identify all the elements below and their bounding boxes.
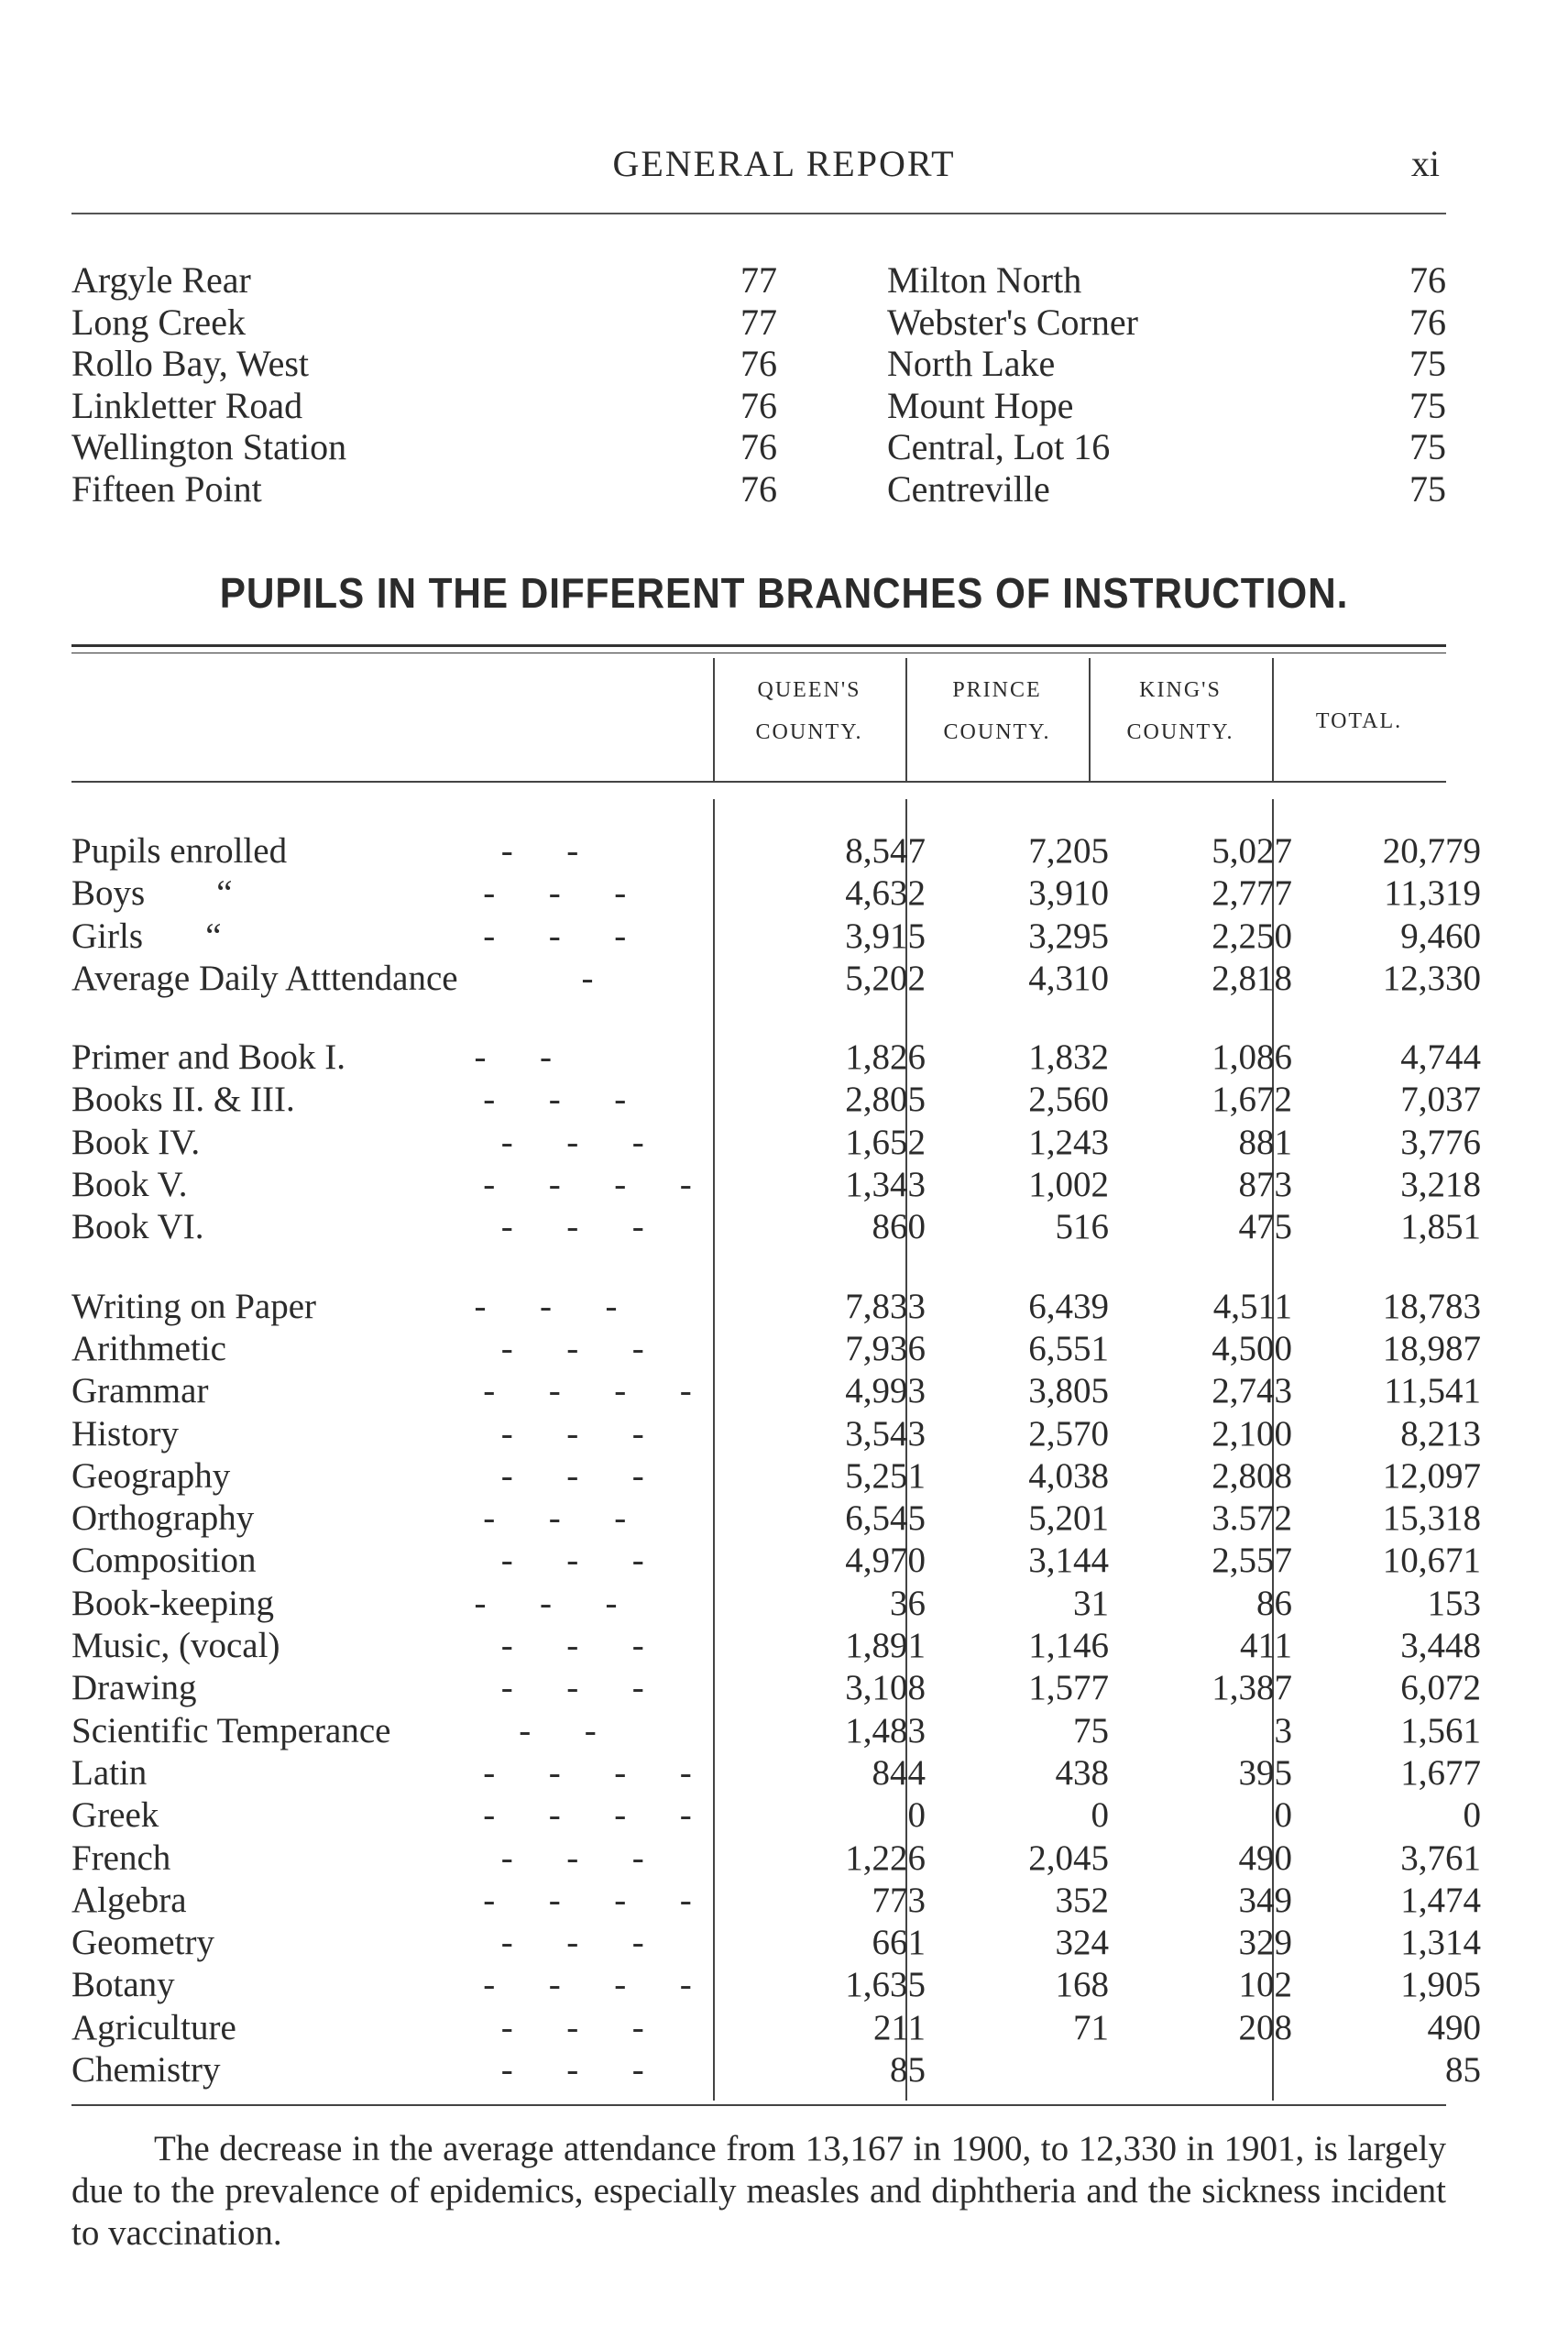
school-name: Webster's Corner: [887, 301, 1138, 343]
column-divider: [1089, 658, 1091, 782]
prince-county-value: 3,805: [1028, 1371, 1109, 1411]
kings-county-value: 208: [1238, 2007, 1292, 2047]
table-row: [71, 1206, 1481, 1248]
table-body: [71, 830, 1481, 2091]
prince-county-value: 1,243: [1028, 1122, 1109, 1162]
row-label: Arithmetic: [71, 1328, 226, 1368]
row-label: Boys “: [71, 873, 233, 914]
table-row: [71, 1328, 1481, 1370]
row-label: Orthography: [71, 1498, 255, 1539]
row-label: Geometry: [71, 1923, 214, 1963]
row-label: French: [71, 1838, 171, 1878]
school-name: Centreville: [887, 467, 1050, 510]
school-name: Linkletter Road: [71, 384, 303, 426]
kings-county-value: 3: [1274, 1710, 1292, 1750]
prince-county-value: 71: [1073, 2007, 1109, 2047]
queens-county-value: 85: [890, 2050, 926, 2090]
school-name: Argyle Rear: [71, 259, 251, 301]
total-value: 1,851: [1400, 1207, 1481, 1247]
school-score: 76: [740, 384, 777, 426]
kings-county-value: 2,743: [1212, 1371, 1292, 1411]
queens-county-value: 1,891: [845, 1626, 926, 1666]
total-value: 153: [1427, 1583, 1481, 1623]
total-value: 4,744: [1400, 1037, 1481, 1078]
prince-county-value: 75: [1073, 1710, 1109, 1750]
row-label: Composition: [71, 1541, 257, 1581]
row-leader-dashes: - - -: [456, 1498, 627, 1539]
queens-county-value: 211: [872, 2007, 926, 2047]
row-leader-dashes: - - -: [456, 1413, 644, 1454]
total-value: 20,779: [1382, 831, 1481, 871]
row-leader-dashes: - - -: [456, 1838, 644, 1878]
honor-row: [71, 301, 1446, 343]
total-value: 12,097: [1382, 1455, 1481, 1496]
row-label: Drawing: [71, 1668, 197, 1708]
kings-county-value: 5,027: [1212, 831, 1292, 871]
row-leader-dashes: - - -: [456, 1923, 644, 1963]
row-leader-dashes: - - - -: [456, 1880, 692, 1920]
prince-county-value: 516: [1055, 1207, 1109, 1247]
queens-county-value: 4,993: [845, 1371, 926, 1411]
prince-county-value: 1,146: [1028, 1626, 1109, 1666]
row-label: Agriculture: [71, 2007, 236, 2047]
table-row: [71, 1710, 1481, 1752]
row-leader-dashes: - -: [456, 1037, 552, 1078]
kings-county-value: 475: [1238, 1207, 1292, 1247]
table-row: [71, 1122, 1481, 1164]
table-row: [71, 872, 1481, 915]
queens-county-value: 0: [907, 1795, 926, 1836]
kings-county-value: 881: [1238, 1122, 1292, 1162]
row-label: Writing on Paper: [71, 1286, 317, 1326]
footnote-paragraph: The decrease in the average attendance from 13,167 in 1900, to 12,330 in 1901, is largely due to the prevalence of epidemics, especially measles and diphtheria and the sickness incident to vaccination.: [71, 2129, 1446, 2253]
row-label: Book VI.: [71, 1207, 204, 1247]
row-leader-dashes: - - -: [456, 2050, 644, 2090]
school-name: Mount Hope: [887, 384, 1074, 426]
table-heading: PUPILS IN THE DIFFERENT BRANCHES OF INSTRUCTION.: [219, 569, 1349, 617]
queens-county-value: 5,251: [845, 1455, 926, 1496]
kings-county-value: 1,672: [1212, 1080, 1292, 1120]
table-row: [71, 1752, 1481, 1794]
table-row: [71, 916, 1481, 958]
school-score: 76: [740, 343, 777, 385]
row-leader-dashes: - - -: [456, 1455, 644, 1496]
table-row: [71, 1922, 1481, 1964]
queens-county-value: 4,970: [845, 1541, 926, 1581]
row-label: Pupils enrolled: [71, 831, 288, 871]
column-header-kings: KING'S COUNTY.: [1126, 678, 1234, 744]
prince-county-value: 31: [1073, 1583, 1109, 1623]
row-leader-dashes: - - -: [456, 873, 627, 914]
prince-county-value: 1,577: [1028, 1668, 1109, 1708]
school-name: Wellington Station: [71, 426, 347, 468]
row-spacer: [71, 1000, 1446, 1037]
kings-county-value: 2,100: [1212, 1413, 1292, 1454]
queens-county-value: 7,936: [845, 1328, 926, 1368]
queens-county-value: 4,632: [845, 873, 926, 914]
table-row: [71, 958, 1481, 1000]
prince-county-value: 2,045: [1028, 1838, 1109, 1878]
queens-county-value: 2,805: [845, 1080, 926, 1120]
table-row: [71, 1413, 1481, 1455]
table-row: [71, 2049, 1481, 2091]
row-label: Book-keeping: [71, 1583, 274, 1623]
total-value: 11,319: [1384, 873, 1481, 914]
total-value: 7,037: [1400, 1080, 1481, 1120]
queens-county-value: 1,226: [845, 1838, 926, 1878]
row-label: Books II. & III.: [71, 1080, 295, 1120]
table-row: [71, 1286, 1481, 1328]
prince-county-value: 5,201: [1028, 1498, 1109, 1539]
prince-county-value: 2,560: [1028, 1080, 1109, 1120]
prince-county-value: 6,551: [1028, 1328, 1109, 1368]
row-label: History: [71, 1413, 179, 1454]
row-label: Geography: [71, 1455, 231, 1496]
prince-county-value: 1,832: [1028, 1037, 1109, 1078]
kings-county-value: 4,511: [1212, 1286, 1292, 1326]
prince-county-value: 3,144: [1028, 1541, 1109, 1581]
total-value: 1,905: [1400, 1965, 1481, 2005]
row-leader-dashes: - - - -: [456, 1965, 692, 2005]
column-header-prince: PRINCE COUNTY.: [943, 678, 1051, 744]
row-label: Music, (vocal): [71, 1626, 280, 1666]
table-row: [71, 1455, 1481, 1498]
total-value: 85: [1445, 2050, 1481, 2090]
total-value: 15,318: [1382, 1498, 1481, 1539]
total-value: 18,987: [1382, 1328, 1481, 1368]
row-leader-dashes: - - -: [456, 1668, 644, 1708]
row-leader-dashes: - - -: [456, 1583, 618, 1623]
kings-county-value: 1,387: [1212, 1668, 1292, 1708]
table-row: [71, 1164, 1481, 1206]
queens-county-value: 5,202: [845, 958, 926, 998]
queens-county-value: 1,483: [845, 1710, 926, 1750]
page-number: xi: [1410, 143, 1440, 184]
prince-county-value: 168: [1055, 1965, 1109, 2005]
kings-county-value: 2,818: [1212, 958, 1292, 998]
honor-row: [71, 425, 1446, 467]
column-divider: [905, 658, 907, 782]
prince-county-value: 0: [1091, 1795, 1109, 1836]
school-score: 75: [1409, 467, 1446, 510]
table-row: [71, 1037, 1481, 1079]
prince-county-value: 2,570: [1028, 1413, 1109, 1454]
school-name: Long Creek: [71, 301, 246, 343]
prince-county-value: 438: [1055, 1752, 1109, 1793]
total-value: 6,072: [1400, 1668, 1481, 1708]
total-value: 1,677: [1400, 1752, 1481, 1793]
honor-list: [71, 258, 1446, 510]
row-leader-dashes: - - - -: [456, 1165, 692, 1205]
queens-county-value: 1,652: [845, 1122, 926, 1162]
kings-county-value: 1,086: [1212, 1037, 1292, 1078]
school-name: Fifteen Point: [71, 467, 262, 510]
school-score: 77: [740, 301, 777, 343]
school-name: Rollo Bay, West: [71, 343, 310, 385]
total-value: 3,761: [1400, 1838, 1481, 1878]
queens-county-value: 1,826: [845, 1037, 926, 1078]
kings-county-value: 873: [1238, 1165, 1292, 1205]
prince-county-value: 3,295: [1028, 916, 1109, 956]
row-label: Book IV.: [71, 1122, 201, 1162]
total-value: 3,218: [1400, 1165, 1481, 1205]
prince-county-value: 4,038: [1028, 1455, 1109, 1496]
row-label: Primer and Book I.: [71, 1037, 345, 1078]
table-row: [71, 1838, 1481, 1880]
running-head-title: GENERAL REPORT: [612, 143, 956, 184]
honor-row: [71, 342, 1446, 384]
kings-county-value: 4,500: [1212, 1328, 1292, 1368]
table-top-rule: [71, 644, 1446, 647]
row-leader-dashes: - - - -: [456, 1371, 692, 1411]
honor-row: [71, 384, 1446, 426]
row-label: Algebra: [71, 1880, 187, 1920]
table-row: [71, 1370, 1481, 1412]
queens-county-value: 1,343: [845, 1165, 926, 1205]
row-label: Latin: [71, 1752, 148, 1793]
row-label: Scientific Temperance: [71, 1710, 391, 1750]
school-score: 77: [740, 259, 777, 301]
column-header-total: TOTAL.: [1315, 709, 1403, 733]
kings-county-value: 2,250: [1212, 916, 1292, 956]
total-value: 1,561: [1400, 1710, 1481, 1750]
kings-county-value: 0: [1274, 1795, 1292, 1836]
row-label: Book V.: [71, 1165, 188, 1205]
row-leader-dashes: - - -: [456, 1626, 644, 1666]
kings-county-value: 490: [1238, 1838, 1292, 1878]
kings-county-value: 86: [1256, 1583, 1292, 1623]
queens-county-value: 36: [890, 1583, 926, 1623]
column-divider: [713, 658, 715, 782]
total-value: 11,541: [1384, 1371, 1481, 1411]
total-value: 1,314: [1400, 1923, 1481, 1963]
running-head: [0, 142, 1568, 188]
school-score: 76: [1409, 301, 1446, 343]
row-leader-dashes: - - -: [456, 1207, 644, 1247]
row-leader-dashes: - - -: [456, 1328, 644, 1368]
kings-county-value: 3.572: [1212, 1498, 1292, 1539]
table-row: [71, 1079, 1481, 1121]
table-row: [71, 830, 1481, 872]
total-value: 9,460: [1400, 916, 1481, 956]
school-score: 76: [740, 467, 777, 510]
school-score: 75: [1409, 426, 1446, 468]
row-leader-dashes: - - -: [456, 1080, 627, 1120]
row-leader-dashes: - - -: [456, 916, 627, 956]
kings-county-value: 329: [1238, 1923, 1292, 1963]
header-rule: [71, 213, 1446, 214]
queens-county-value: 773: [872, 1880, 926, 1920]
queens-county-value: 3,108: [845, 1668, 926, 1708]
column-header-queens: QUEEN'S COUNTY.: [755, 678, 863, 744]
queens-county-value: 844: [872, 1752, 926, 1793]
table-row: [71, 1625, 1481, 1667]
row-label: Greek: [71, 1795, 159, 1836]
row-label: Botany: [71, 1965, 175, 2005]
honor-row: [71, 467, 1446, 510]
total-value: 8,213: [1400, 1413, 1481, 1454]
row-leader-dashes: - - - -: [456, 1795, 692, 1836]
kings-county-value: 395: [1238, 1752, 1292, 1793]
table-row: [71, 2007, 1481, 2049]
row-spacer: [71, 1249, 1446, 1286]
kings-county-value: 2,808: [1212, 1455, 1292, 1496]
total-value: 1,474: [1400, 1880, 1481, 1920]
row-leader-dashes: -: [456, 958, 594, 998]
total-value: 18,783: [1382, 1286, 1481, 1326]
table-bottom-rule: [71, 2104, 1446, 2106]
total-value: 490: [1427, 2007, 1481, 2047]
table-row: [71, 1964, 1481, 2006]
kings-county-value: 411: [1239, 1626, 1292, 1666]
total-value: 10,671: [1382, 1541, 1481, 1581]
row-leader-dashes: - -: [456, 831, 579, 871]
table-row: [71, 1794, 1481, 1837]
prince-county-value: 352: [1055, 1880, 1109, 1920]
prince-county-value: 3,910: [1028, 873, 1109, 914]
kings-county-value: 2,777: [1212, 873, 1292, 914]
school-score: 75: [1409, 343, 1446, 385]
row-label: Chemistry: [71, 2050, 221, 2090]
table-row: [71, 1540, 1481, 1582]
prince-county-value: 6,439: [1028, 1286, 1109, 1326]
school-score: 76: [1409, 259, 1446, 301]
prince-county-value: 324: [1055, 1923, 1109, 1963]
school-score: 76: [740, 426, 777, 468]
school-name: North Lake: [887, 343, 1056, 385]
queens-county-value: 661: [872, 1923, 926, 1963]
kings-county-value: 102: [1238, 1965, 1292, 2005]
queens-county-value: 3,915: [845, 916, 926, 956]
row-label: Average Daily Atttendance: [71, 958, 458, 998]
queens-county-value: 6,545: [845, 1498, 926, 1539]
column-divider: [1272, 658, 1274, 782]
honor-row: [71, 258, 1446, 301]
queens-county-value: 8,547: [845, 831, 926, 871]
prince-county-value: 7,205: [1028, 831, 1109, 871]
row-label: Grammar: [71, 1371, 209, 1411]
row-leader-dashes: - - -: [456, 1541, 644, 1581]
row-leader-dashes: - - -: [456, 1286, 618, 1326]
queens-county-value: 7,833: [845, 1286, 926, 1326]
total-value: 12,330: [1382, 958, 1481, 998]
row-leader-dashes: - - - -: [456, 1752, 692, 1793]
prince-county-value: 1,002: [1028, 1165, 1109, 1205]
table-row: [71, 1667, 1481, 1709]
kings-county-value: 2,557: [1212, 1541, 1292, 1581]
table-row: [71, 1880, 1481, 1922]
header-bottom-rule: [71, 781, 1446, 783]
queens-county-value: 3,543: [845, 1413, 926, 1454]
kings-county-value: 349: [1238, 1880, 1292, 1920]
total-value: 0: [1463, 1795, 1481, 1836]
table-row: [71, 1583, 1481, 1625]
prince-county-value: 4,310: [1028, 958, 1109, 998]
school-name: Milton North: [887, 259, 1082, 301]
queens-county-value: 1,635: [845, 1965, 926, 2005]
table-row: [71, 1498, 1481, 1540]
row-leader-dashes: - - -: [456, 2007, 644, 2047]
queens-county-value: 860: [872, 1207, 926, 1247]
row-leader-dashes: - - -: [456, 1122, 644, 1162]
school-name: Central, Lot 16: [887, 426, 1111, 468]
row-label: Girls “: [71, 916, 222, 956]
total-value: 3,448: [1400, 1626, 1481, 1666]
total-value: 3,776: [1400, 1122, 1481, 1162]
row-leader-dashes: - -: [456, 1710, 597, 1750]
school-score: 75: [1409, 384, 1446, 426]
